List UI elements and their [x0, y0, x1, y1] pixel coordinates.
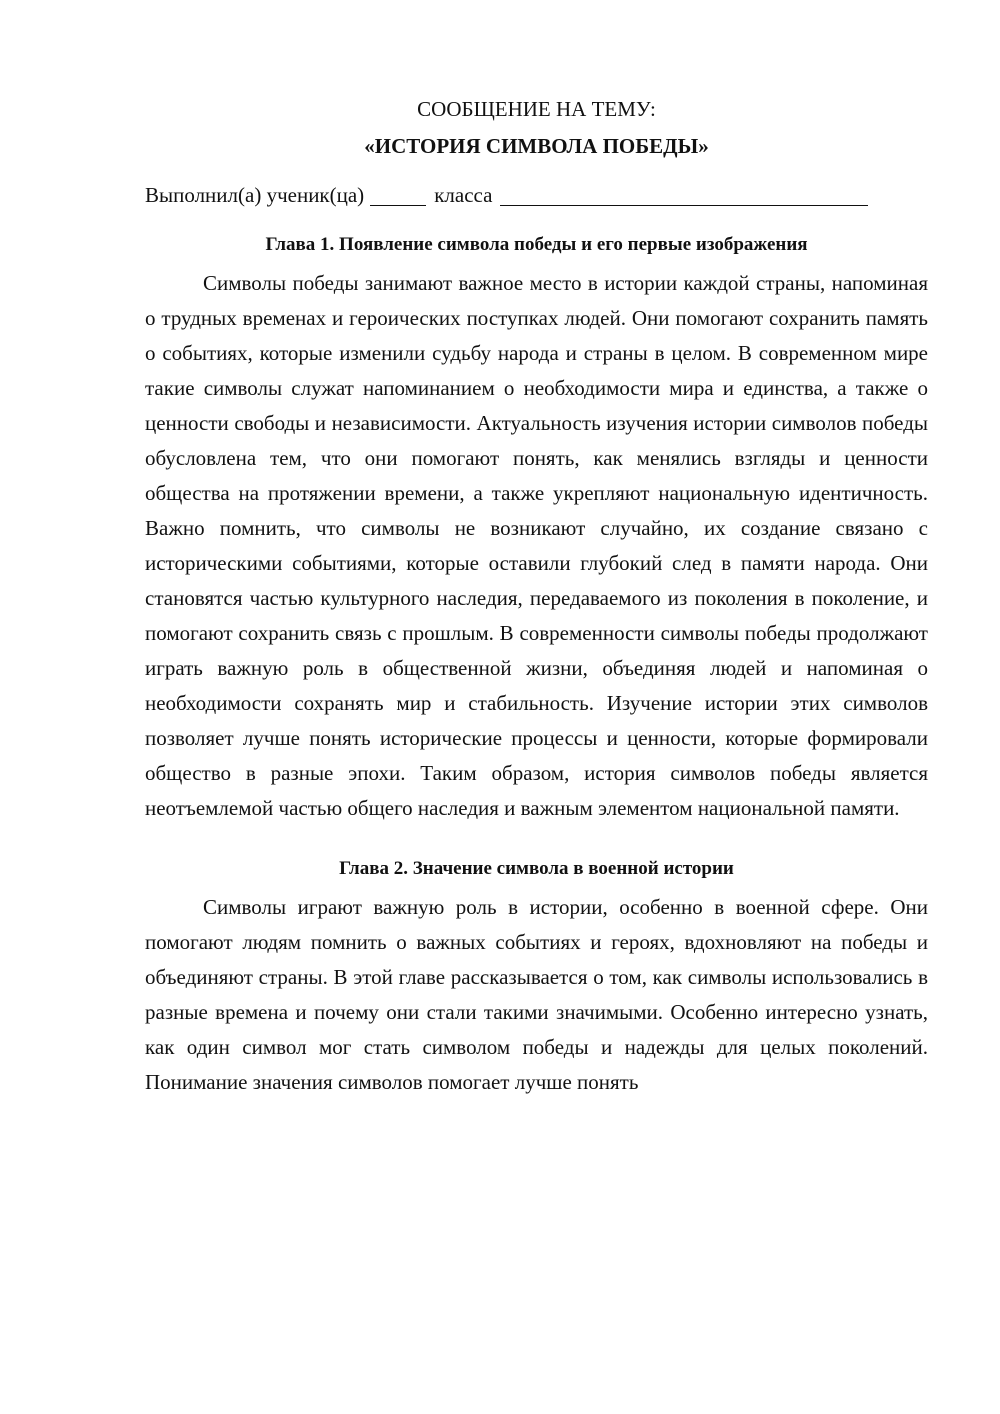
class-label: класса [434, 183, 493, 207]
document-title: «ИСТОРИЯ СИМВОЛА ПОБЕДЫ» [364, 134, 709, 158]
document-header-line1: СООБЩЕНИЕ НА ТЕМУ: [417, 97, 656, 121]
chapter-1-title: Глава 1. Появление символа победы и его первые изображения [265, 234, 808, 255]
chapter-1-paragraph: Символы победы занимают важное место в истории каждой страны, напоминая о трудных временах и героических поступках людей. Они помогают сохранить память о событиях, которые изменили судьбу народа и страны в целом. В современном мире такие символы служат напоминанием о необходимости мира и единства, а также о ценности свободы и независимости. Актуальность изучения истории символов победы обусловлена тем, что они помогают понять, как менялись взгляды и ценности общества на протяжении времени, а также укрепляют национальную идентичность. Важно помнить, что символы не возникают случайно, их создание связано с историческими событиями, которые оставили глубокий след в памяти народа. Они становятся частью культурного наследия, передаваемого из поколения в поколение, и помогают сохранить связь с прошлым. В современности символы победы продолжают играть важную роль в общественной жизни, объединяя людей и напоминая о необходимости сохранять мир и стабильность. Изучение истории этих символов позволяет лучше понять исторические процессы и ценности, которые формировали общество в разные эпохи. Таким образом, история символов победы является неотъемлемой частью общего наследия и важным элементом национальной памяти. [145, 271, 928, 820]
chapter-2-paragraph: Символы играют важную роль в истории, особенно в военной сфере. Они помогают людям помнить о важных событиях и героях, вдохновляют на победы и объединяют страны. В этой главе рассказывается о том, как символы использовались в разные времена и почему они стали такими значимыми. Особенно интересно узнать, как один символ мог стать символом победы и надежды для целых поколений. Понимание значения символов помогает лучше понять [145, 895, 928, 1094]
chapter-2-title: Глава 2. Значение символа в военной истории [339, 858, 734, 879]
student-name-blank [500, 183, 868, 206]
class-number-blank [370, 183, 426, 206]
author-line [145, 177, 928, 214]
author-label: Выполнил(а) ученик(ца) [145, 183, 365, 207]
